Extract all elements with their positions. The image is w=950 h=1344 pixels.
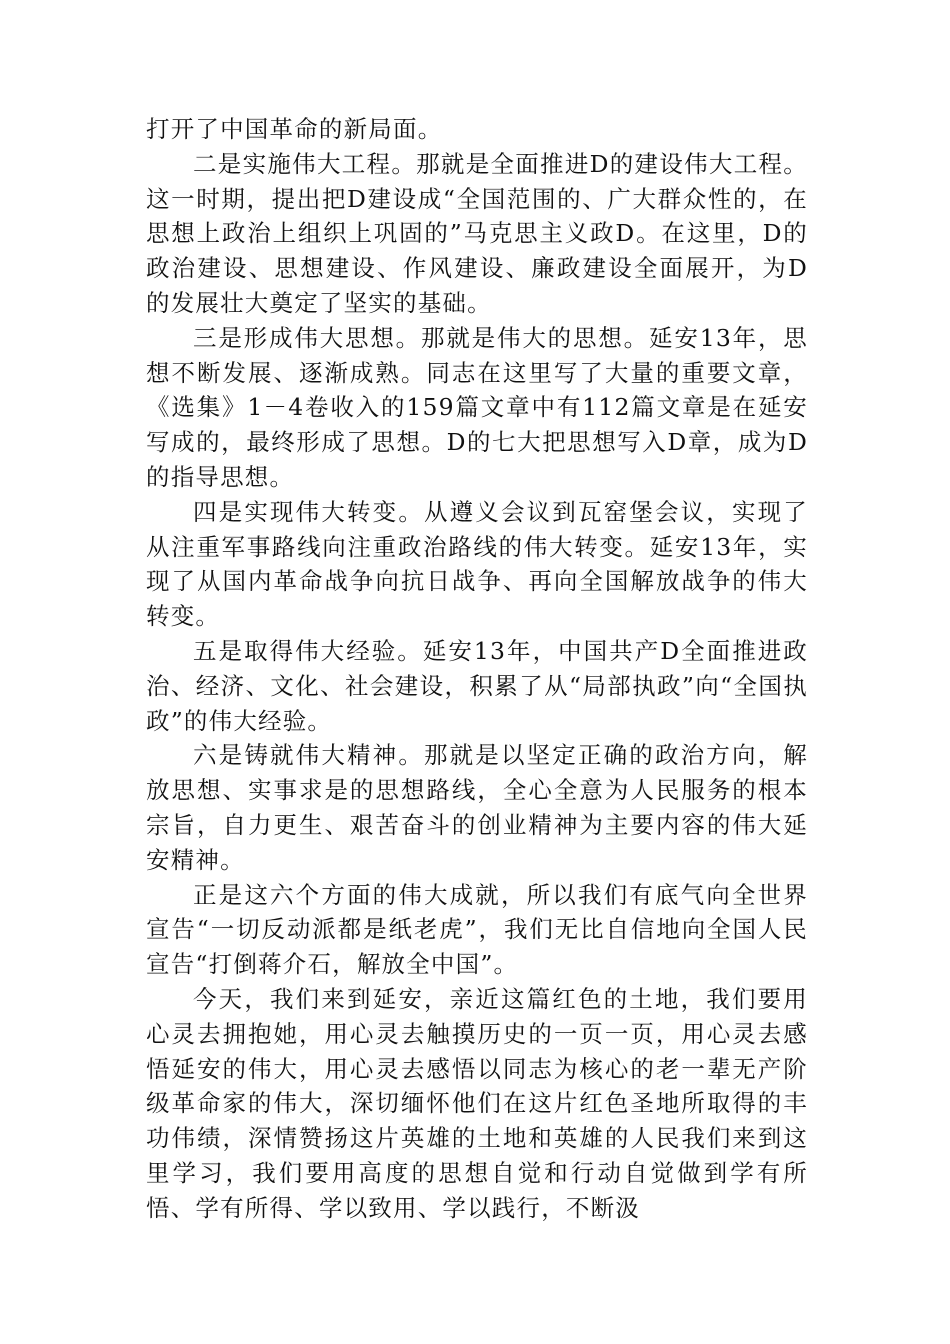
- paragraph-5: 五是取得伟大经验。延安13年，中国共产D全面推进政治、经济、文化、社会建设，积累了从“局部执政”向“全国执政”的伟大经验。: [146, 636, 808, 735]
- paragraph-3: 三是形成伟大思想。那就是伟大的思想。延安13年，思想不断发展、逐渐成熟。同志在这里写了大量的重要文章，《选集》1－4卷收入的159篇文章中有112篇文章是在延安写成的，最终形成了思想。D的七大把思想写入D章，成为D的指导思想。: [146, 323, 808, 491]
- paragraph-6: 六是铸就伟大精神。那就是以坚定正确的政治方向，解放思想、实事求是的思想路线，全心全意为人民服务的根本宗旨，自力更生、艰苦奋斗的创业精神为主要内容的伟大延安精神。: [146, 741, 808, 874]
- document-body: [146, 112, 808, 1226]
- paragraph-1: 打开了中国革命的新局面。: [146, 115, 443, 143]
- paragraph-8: 今天，我们来到延安，亲近这篇红色的土地，我们要用心灵去拥抱她，用心灵去触摸历史的一页一页，用心灵去感悟延安的伟大，用心灵去感悟以同志为核心的老一辈无产阶级革命家的伟大，深切缅怀他们在这片红色圣地所取得的丰功伟绩，深情赞扬这片英雄的土地和英雄的人民我们来到这里学习，我们要用高度的思想自觉和行动自觉做到学有所悟、学有所得、学以致用、学以践行，不断汲: [146, 984, 808, 1222]
- paragraph-4: 四是实现伟大转变。从遵义会议到瓦窑堡会议，实现了从注重军事路线向注重政治路线的伟大转变。延安13年，实现了从国内革命战争向抗日战争、再向全国解放战争的伟大转变。: [146, 497, 808, 631]
- paragraph-2: 二是实施伟大工程。那就是全面推进D的建设伟大工程。这一时期，提出把D建设成“全国范围的、广大群众性的，在思想上政治上组织上巩固的”马克思主义政D。在这里，D的政治建设、思想建设、作风建设、廉政建设全面展开，为D的发展壮大奠定了坚实的基础。: [146, 149, 808, 317]
- paragraph-7: 正是这六个方面的伟大成就，所以我们有底气向全世界宣告“一切反动派都是纸老虎”，我们无比自信地向全国人民宣告“打倒蒋介石，解放全中国”。: [146, 880, 808, 979]
